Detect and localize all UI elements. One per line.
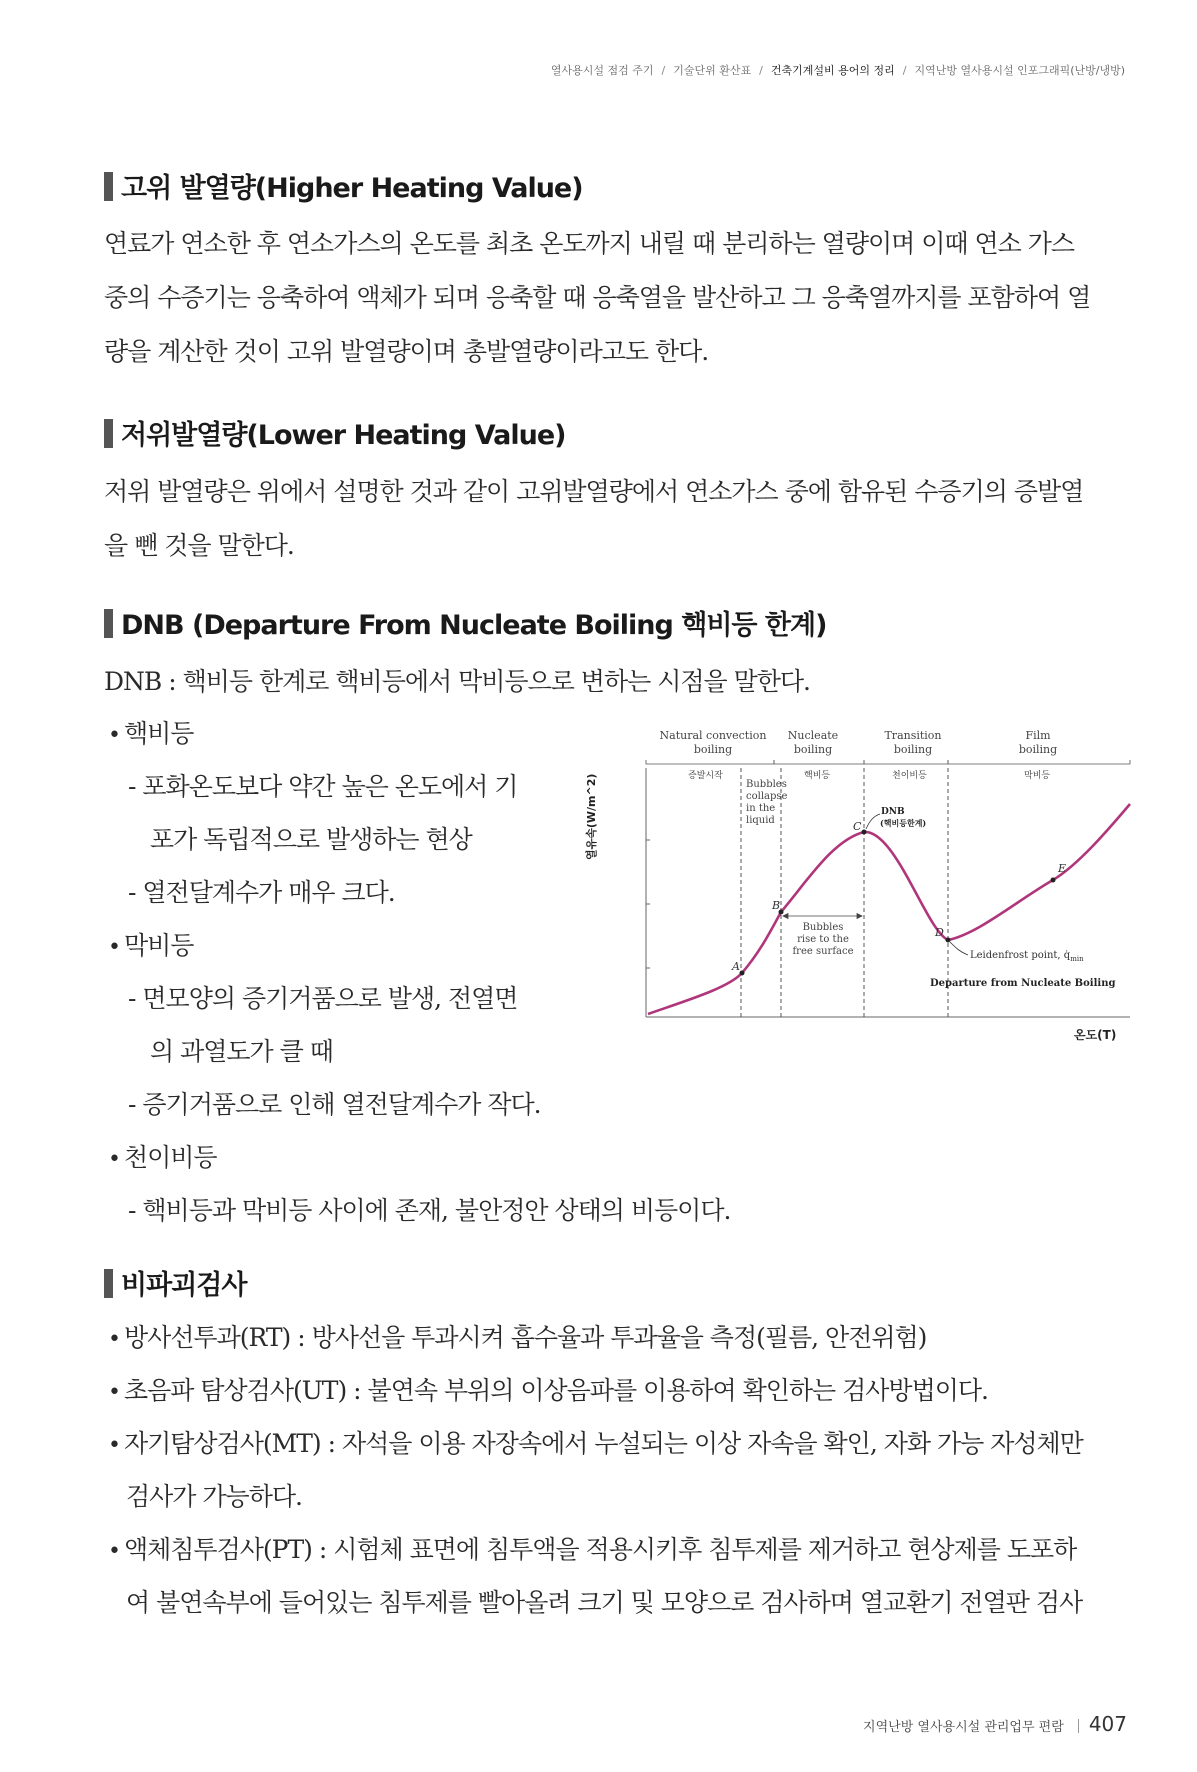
point-label: C bbox=[853, 820, 862, 833]
heading-bar bbox=[104, 609, 113, 638]
bullet-item: • 막비등 bbox=[108, 931, 194, 960]
point-label: D bbox=[935, 926, 944, 939]
dash-item-cont: 포가 독립적으로 발생하는 현상 bbox=[150, 825, 472, 854]
point-label: E bbox=[1058, 862, 1067, 875]
region-label: Film bbox=[1025, 729, 1051, 742]
point-label: B bbox=[772, 899, 781, 912]
region-label: Nucleate bbox=[787, 729, 839, 742]
paragraph-line: 중의 수증기는 응축하여 액체가 되며 응축할 때 응축열을 발산하고 그 응축열까지를 포함하여 열 bbox=[104, 283, 1091, 312]
bullet-cont: 검사가 가능하다. bbox=[126, 1482, 302, 1511]
dnb-intro: DNB : 핵비등 한계로 핵비등에서 막비등으로 변하는 시점을 말한다. bbox=[104, 667, 810, 696]
chart-caption: Departure from Nucleate Boiling bbox=[930, 978, 1116, 989]
svg-text:Bubbles: Bubbles bbox=[802, 922, 844, 933]
breadcrumb-item-active[interactable]: 건축기계설비 용어의 정리 bbox=[770, 64, 895, 77]
dash-item: - 증기거품으로 인해 열전달계수가 작다. bbox=[128, 1090, 541, 1119]
bubbles-rise-arrow bbox=[783, 914, 862, 919]
region-label-ko: 막비등 bbox=[1024, 771, 1051, 781]
point-e bbox=[1051, 878, 1056, 883]
heading-bar bbox=[104, 419, 113, 448]
section-heading-ndt bbox=[104, 1263, 246, 1302]
dash-item-cont: 의 과열도가 클 때 bbox=[150, 1037, 333, 1066]
footer-divider bbox=[1078, 1719, 1079, 1733]
svg-text:in the: in the bbox=[746, 803, 776, 814]
region-label-ko: 증발시작 bbox=[688, 771, 723, 781]
heading-text: DNB (Departure From Nucleate Boiling 핵비등 한계) bbox=[121, 610, 827, 641]
bullet-item: • 액체침투검사(PT) : 시험체 표면에 침투액을 적용시키후 침투제를 제거하고 현상제를 도포하 bbox=[108, 1535, 1077, 1564]
bullet-text: 방사선투과(RT) : 방사선을 투과시켜 흡수율과 투과율을 측정(필름, 안전위험) bbox=[123, 1323, 927, 1352]
svg-text:free surface: free surface bbox=[792, 946, 854, 957]
heading-bar bbox=[104, 172, 113, 201]
bullet-text: 핵비등 bbox=[123, 719, 194, 748]
point-d bbox=[946, 938, 951, 943]
breadcrumb-item[interactable]: 기술단위 환산표 bbox=[673, 64, 752, 77]
section-heading-dnb bbox=[104, 603, 826, 642]
breadcrumb-separator: / bbox=[661, 64, 666, 77]
dash-item: - 면모양의 증기거품으로 발생, 전열면 bbox=[128, 984, 518, 1013]
dash-item: - 포화온도보다 약간 높은 온도에서 기 bbox=[128, 772, 518, 801]
y-axis-label: 열유속(W/m^2) bbox=[585, 773, 598, 860]
breadcrumb-item[interactable]: 지역난방 열사용시설 인포그래픽(난방/냉방) bbox=[914, 64, 1125, 77]
region-label: Natural convection bbox=[659, 729, 767, 742]
region-label: boiling bbox=[893, 743, 933, 756]
bullet-item: • 천이비등 bbox=[108, 1143, 217, 1172]
breadcrumb-separator: / bbox=[759, 64, 763, 77]
heading-text: 비파괴검사 bbox=[121, 1270, 247, 1301]
bullet-item: • 자기탐상검사(MT) : 자석을 이용 자장속에서 누설되는 이상 자속을 확인, 자화 가능 자성체만 bbox=[108, 1429, 1083, 1458]
boiling-curve-chart bbox=[638, 720, 1138, 1050]
dnb-leader bbox=[866, 814, 880, 829]
bullet-item: • 초음파 탐상검사(UT) : 불연속 부위의 이상음파를 이용하여 확인하는 검사방법이다. bbox=[108, 1376, 988, 1405]
point-label: A bbox=[732, 960, 740, 973]
bullet-text: 막비등 bbox=[123, 931, 194, 960]
paragraph-line: 저위 발열량은 위에서 설명한 것과 같이 고위발열량에서 연소가스 중에 함유된 수증기의 증발열 bbox=[104, 477, 1084, 506]
y-ticks bbox=[646, 840, 650, 968]
point-a bbox=[740, 971, 745, 976]
page-number: 407 bbox=[1088, 1712, 1127, 1736]
region-brackets bbox=[646, 760, 1130, 764]
breadcrumb-separator: / bbox=[902, 64, 907, 77]
bullet-text: 자기탐상검사(MT) : 자석을 이용 자장속에서 누설되는 이상 자속을 확인, 자화 가능 자성체만 bbox=[123, 1429, 1083, 1458]
svg-text:collapse: collapse bbox=[746, 791, 788, 802]
dash-item: - 열전달계수가 매우 크다. bbox=[128, 878, 395, 907]
region-label: boiling bbox=[1018, 743, 1058, 756]
heading-text: 고위 발열량(Higher Heating Value) bbox=[121, 173, 583, 204]
svg-text:rise to the: rise to the bbox=[797, 934, 849, 945]
heading-bar bbox=[104, 1269, 113, 1298]
page-footer bbox=[863, 1712, 1127, 1736]
point-c bbox=[862, 830, 867, 835]
bullet-text: 천이비등 bbox=[123, 1143, 217, 1172]
bullet-item: • 방사선투과(RT) : 방사선을 투과시켜 흡수율과 투과율을 측정(필름, 안전위험) bbox=[108, 1323, 927, 1352]
dash-item: - 핵비등과 막비등 사이에 존재, 불안정안 상태의 비등이다. bbox=[128, 1196, 731, 1225]
region-label: boiling bbox=[693, 743, 733, 756]
region-label-ko: 핵비등 bbox=[804, 771, 831, 781]
footer-title: 지역난방 열사용시설 관리업무 편람 bbox=[863, 1720, 1064, 1735]
section-heading-lhv bbox=[104, 413, 565, 452]
paragraph-line: 을 뺀 것을 말한다. bbox=[104, 531, 294, 560]
region-label: boiling bbox=[793, 743, 833, 756]
section-heading-hhv bbox=[104, 166, 583, 205]
svg-text:liquid: liquid bbox=[746, 815, 775, 826]
x-axis-label: 온도(T) bbox=[1074, 1028, 1117, 1042]
breadcrumb-item[interactable]: 열사용시설 점검 주기 bbox=[550, 64, 654, 77]
leidenfrost-leader bbox=[950, 942, 968, 955]
dnb-label: DNB bbox=[881, 807, 905, 817]
region-labels-en bbox=[660, 729, 1058, 756]
leidenfrost-label: Leidenfrost point, $q̇_{min}$ bbox=[970, 950, 1084, 963]
paragraph-line: 량을 계산한 것이 고위 발열량이며 총발열량이라고도 한다. bbox=[104, 337, 709, 366]
bullet-item: • 핵비등 bbox=[108, 719, 194, 748]
bullet-text: 초음파 탐상검사(UT) : 불연속 부위의 이상음파를 이용하여 확인하는 검사방법이다. bbox=[123, 1376, 988, 1405]
region-label: Transition bbox=[884, 729, 942, 742]
paragraph-line: 연료가 연소한 후 연소가스의 온도를 최초 온도까지 내릴 때 분리하는 열량이며 이때 연소 가스 bbox=[104, 229, 1075, 258]
region-label-ko: 천이비등 bbox=[892, 771, 927, 781]
heading-text: 저위발열량(Lower Heating Value) bbox=[121, 420, 566, 451]
breadcrumb bbox=[551, 62, 1125, 78]
bullet-text: 액체침투검사(PT) : 시험체 표면에 침투액을 적용시키후 침투제를 제거하고 현상제를 도포하 bbox=[123, 1535, 1077, 1564]
svg-text:Bubbles: Bubbles bbox=[746, 779, 787, 790]
dnb-label-ko: (핵비등한계) bbox=[880, 818, 927, 828]
bullet-cont: 여 불연속부에 들어있는 침투제를 빨아올려 크기 및 모양으로 검사하며 열교환기 전열판 검사 bbox=[126, 1588, 1083, 1617]
